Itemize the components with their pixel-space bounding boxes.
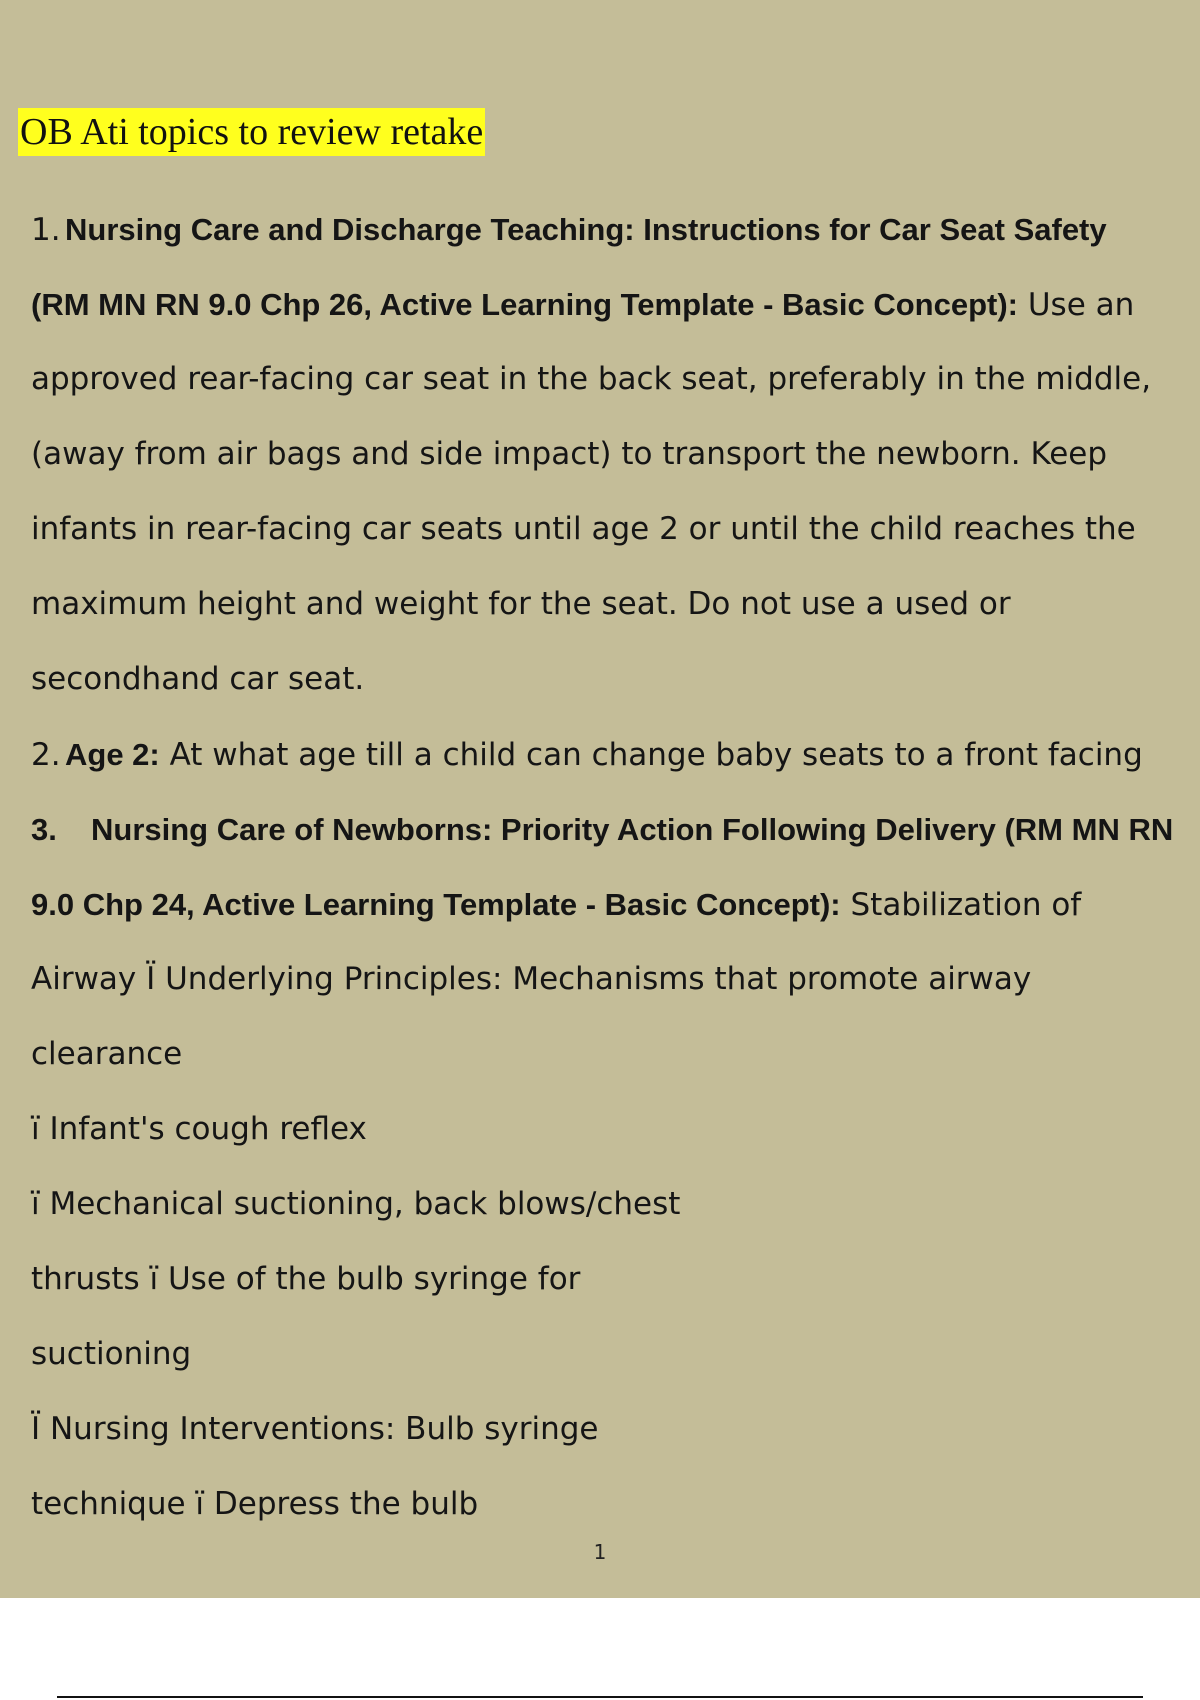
item-3-line-10: technique ï Depress the bulb	[31, 1486, 479, 1522]
page-number: 1	[593, 1540, 607, 1564]
item-1-line-6: maximum height and weight for the seat. Do not use a used or	[31, 586, 1011, 622]
item-1-line-7: secondhand car seat.	[31, 661, 365, 697]
item-3-reference: 9.0 Chp 24, Active Learning Template - Basic Concept):	[31, 887, 841, 922]
item-3-line-7: thrusts ï Use of the bulb syringe for	[31, 1261, 581, 1297]
item-1-line-1	[31, 192, 1200, 267]
item-3-line-6: ï Mechanical suctioning, back blows/chest	[31, 1186, 681, 1222]
item-3-heading: Nursing Care of Newborns: Priority Action Following Delivery (RM MN RN	[91, 812, 1174, 847]
footer-divider	[57, 1696, 1143, 1698]
document-body	[31, 192, 1200, 1542]
item-3-line-1	[31, 792, 1200, 867]
item-3-number: 3.	[31, 812, 57, 847]
item-3-line-8: suctioning	[31, 1336, 192, 1372]
item-1-number: 1.	[31, 212, 61, 248]
page-title: OB Ati topics to review retake	[18, 108, 485, 156]
item-1-line-3: approved rear-facing car seat in the back seat, preferably in the middle,	[31, 361, 1152, 397]
item-3-line-3: Airway Ï Underlying Principles: Mechanisms that promote airway	[31, 961, 1032, 997]
item-1-reference: (RM MN RN 9.0 Chp 26, Active Learning Template - Basic Concept):	[31, 287, 1018, 322]
item-3-line-5: ï Infant's cough reflex	[31, 1111, 367, 1147]
item-3-line-2	[31, 867, 1200, 942]
item-2-heading: Age 2:	[65, 737, 160, 772]
item-1-line-2	[31, 267, 1200, 342]
item-1-text: Use an	[1018, 287, 1135, 323]
item-3-line-4: clearance	[31, 1036, 183, 1072]
item-1-line-4: (away from air bags and side impact) to transport the newborn. Keep	[31, 436, 1108, 472]
item-2-line-1	[31, 717, 1200, 792]
item-2-number: 2.	[31, 737, 61, 773]
item-3-text: Stabilization of	[840, 887, 1082, 923]
item-3-line-9: Ï Nursing Interventions: Bulb syringe	[31, 1411, 599, 1447]
item-2-text: At what age till a child can change baby seats to a front facing	[159, 737, 1143, 773]
item-1-heading: Nursing Care and Discharge Teaching: Instructions for Car Seat Safety	[65, 212, 1107, 247]
item-1-line-5: infants in rear-facing car seats until age 2 or until the child reaches the	[31, 511, 1136, 547]
